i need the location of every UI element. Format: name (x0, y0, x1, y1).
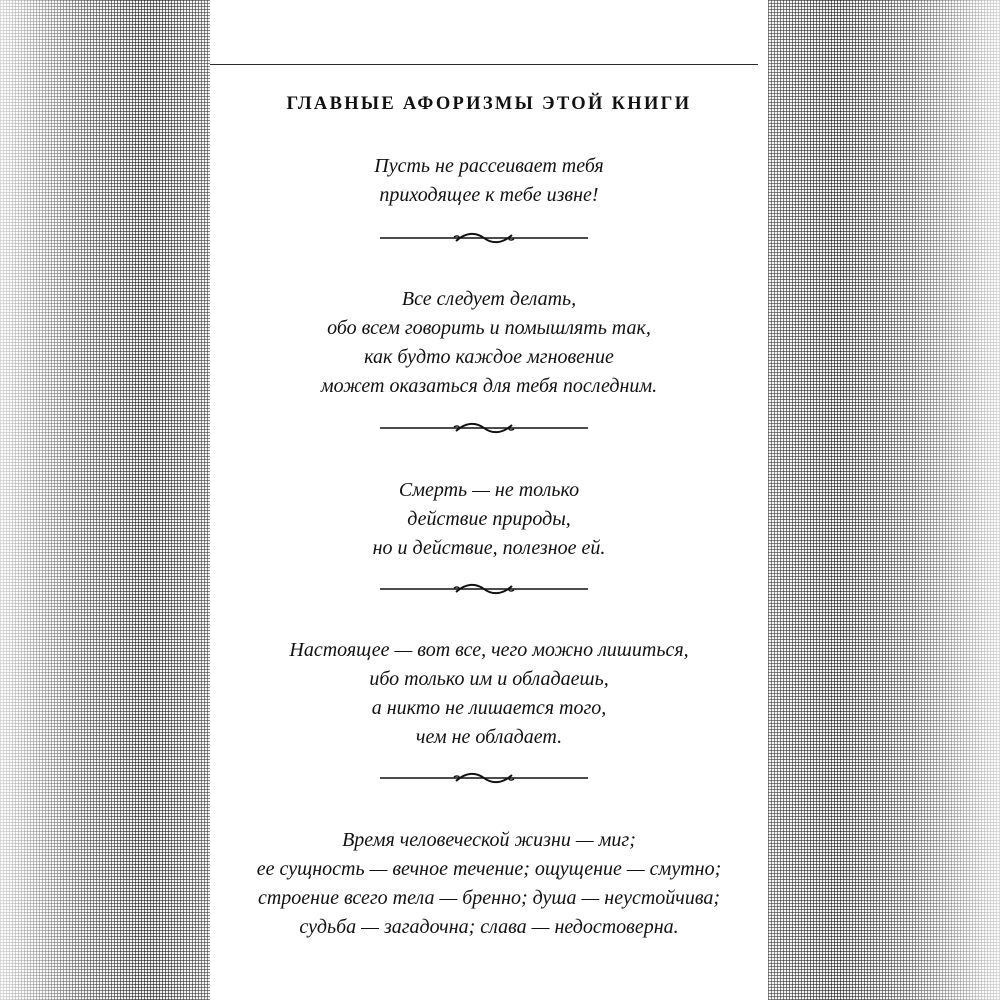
aphorism-line: действие природы, (407, 508, 571, 530)
aphorism-line: строение всего тела — бренно; душа — неустойчива; (257, 887, 721, 909)
aphorism-line: а никто не лишается того, (371, 697, 607, 719)
aphorism-line: Все следует делать, (401, 288, 577, 310)
aphorism-5 (210, 826, 768, 942)
aphorism-line: ибо только им и обладаешь, (369, 668, 609, 690)
aphorism-line: судьба — загадочна; слава — недостоверна. (299, 916, 679, 938)
page-title: ГЛАВНЫЕ АФОРИЗМЫ ЭТОЙ КНИГИ (286, 94, 692, 114)
aphorism-2 (210, 285, 768, 401)
flourish-divider-icon (380, 231, 588, 245)
aphorism-3 (210, 476, 768, 563)
aphorism-line: Время человеческой жизни — миг; (342, 829, 636, 851)
aphorism-line: как будто каждое мгновение (364, 346, 614, 368)
page-content (210, 0, 768, 1000)
aphorism-line: обо всем говорить и помышлять так, (327, 317, 651, 339)
flourish-divider-icon (380, 582, 588, 596)
aphorism-line: но и действие, полезное ей. (372, 537, 606, 559)
aphorism-line: Настоящее — вот все, чего можно лишиться, (289, 639, 689, 661)
halftone-border-right (768, 0, 1000, 1000)
aphorism-1 (210, 152, 768, 210)
aphorism-line: чем не обладает. (415, 726, 563, 748)
top-rule (210, 64, 758, 65)
aphorism-line: приходящее к тебе извне! (379, 184, 599, 206)
aphorism-line: Пусть не рассеивает тебя (374, 155, 604, 177)
halftone-border-left (0, 0, 210, 1000)
flourish-divider-icon (380, 421, 588, 435)
flourish-divider-icon (380, 771, 588, 785)
aphorism-line: Смерть — не только (398, 479, 580, 501)
aphorism-line: ее сущность — вечное течение; ощущение — смутно; (256, 858, 722, 880)
aphorism-line: может оказаться для тебя последним. (320, 375, 658, 397)
aphorism-4 (210, 636, 768, 752)
